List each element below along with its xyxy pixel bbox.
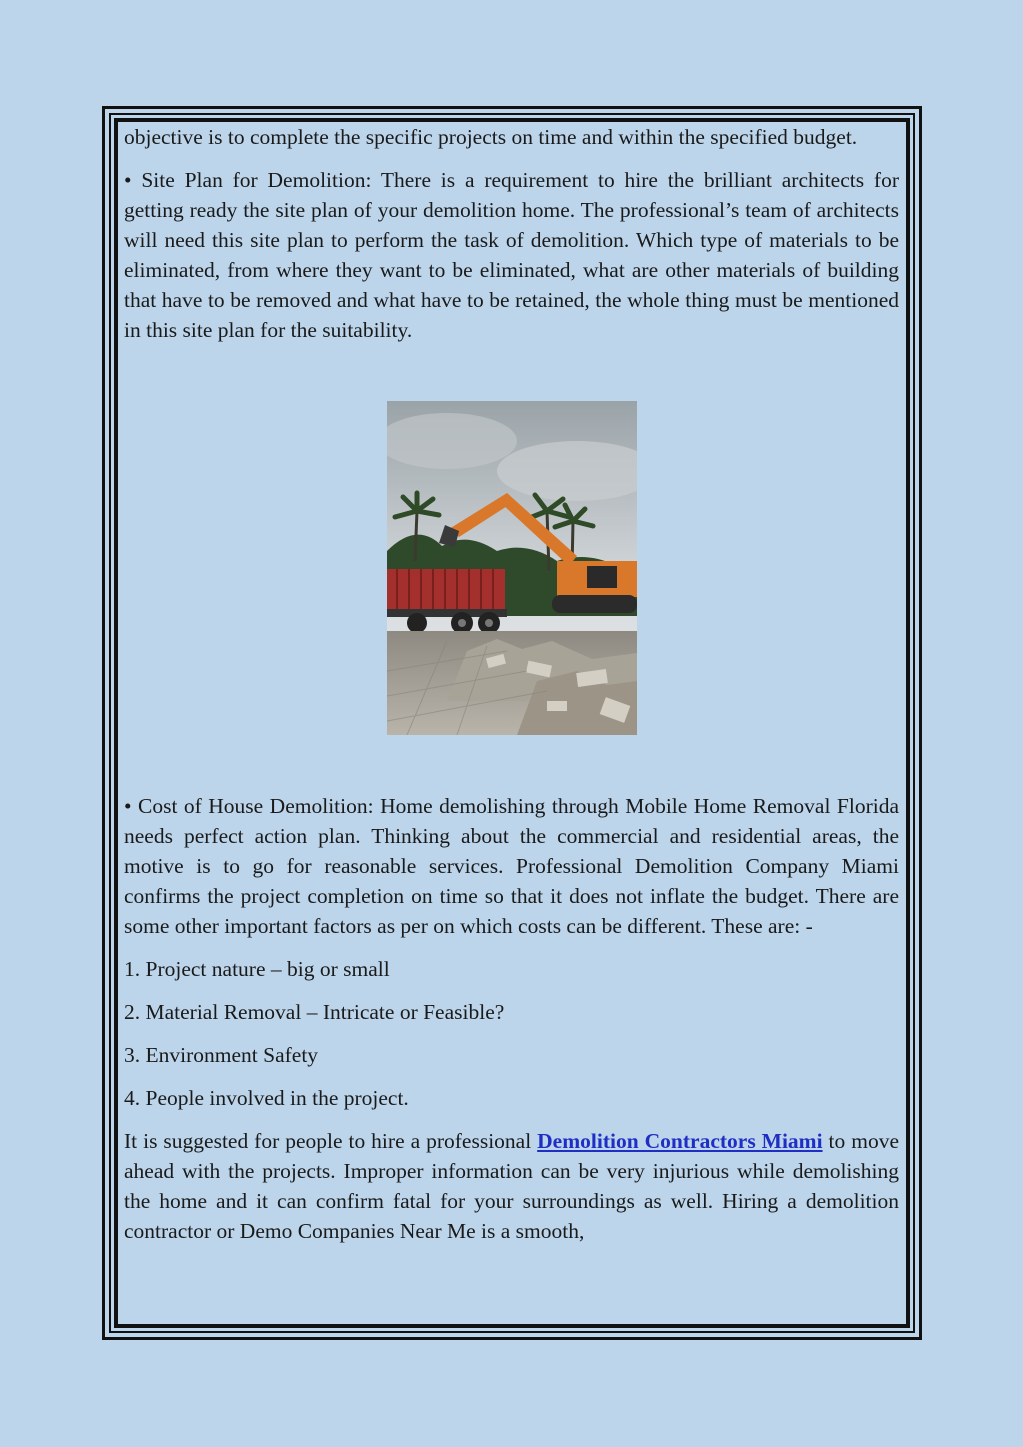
- paragraph-cost: • Cost of House Demolition: Home demolishing through Mobile Home Removal Florida needs perfect action plan. Thinking about the commercial and residential areas, the motive is to go for reasonable services. Professional Demolition Company Miami confirms the project completion on time so that it does not inflate the budget. There are some other important factors as per on which costs can be different. These are: -: [124, 794, 899, 938]
- list-item-1: 1. Project nature – big or small: [124, 957, 390, 981]
- excavator-demolition-photo: [387, 401, 637, 735]
- paragraph-suggestion: [124, 1126, 899, 1246]
- photo-container: [124, 387, 899, 777]
- demolition-contractors-miami-link[interactable]: Demolition Contractors Miami: [537, 1129, 823, 1153]
- paragraph-budget: objective is to complete the specific projects on time and within the specified budget.: [124, 125, 858, 149]
- list-item-4: 4. People involved in the project.: [124, 1086, 409, 1110]
- paragraph-suggestion-intro: It is suggested for people to hire a professional: [124, 1129, 538, 1153]
- list-item-2: 2. Material Removal – Intricate or Feasible?: [124, 1000, 505, 1024]
- paragraph-suggestion-rest: to move ahead with the projects. Improper information can be very injurious while demolishing the home and it can confirm fatal for your surroundings as well. Hiring a demolition contractor or Demo Companies Near Me is a smooth,: [124, 1129, 899, 1243]
- list-item-3: 3. Environment Safety: [124, 1043, 319, 1067]
- paragraph-site-plan: • Site Plan for Demolition: There is a requirement to hire the brilliant architects for getting ready the site plan of your demolition home. The professional’s team of architects will need this site plan to perform the task of demolition. Which type of materials to be eliminated, from where they want to be eliminated, what are other materials of building that have to be removed and what have to be retained, the whole thing must be mentioned in this site plan for the suitability.: [124, 168, 899, 342]
- document-body: [124, 122, 899, 1246]
